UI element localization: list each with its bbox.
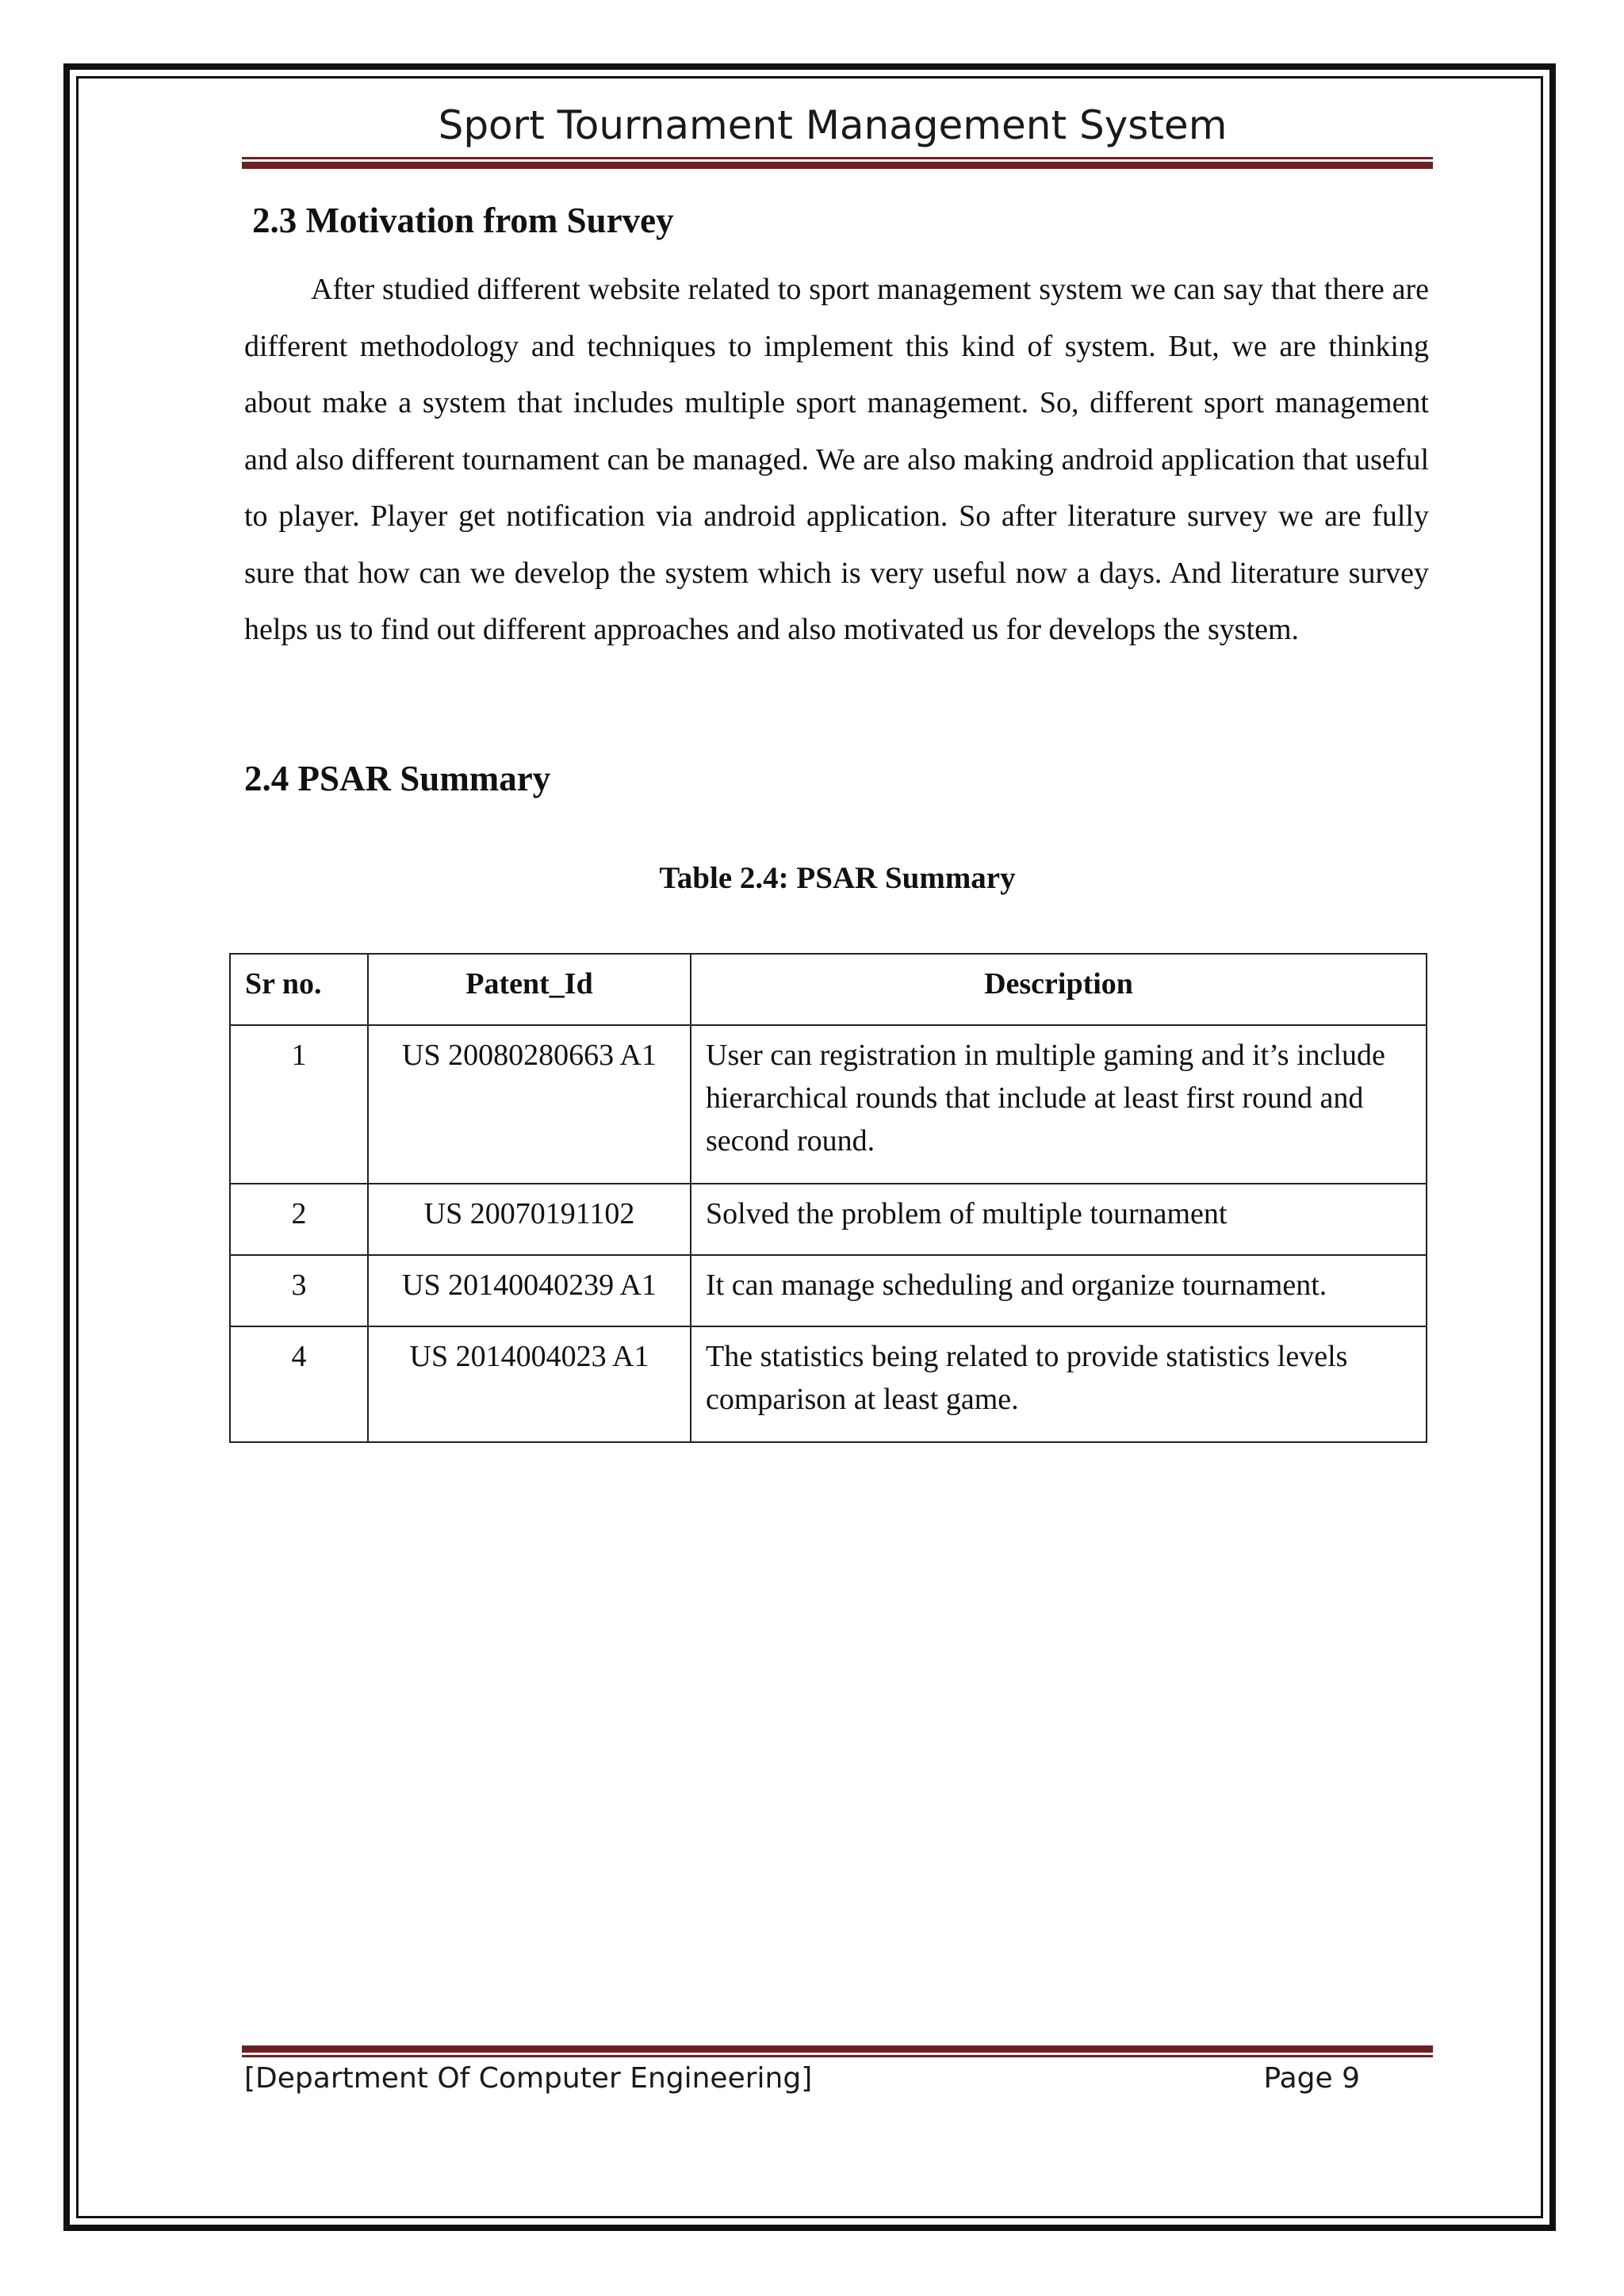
table-row <box>230 1025 1427 1184</box>
table-caption: Table 2.4: PSAR Summary <box>659 861 1016 895</box>
motivation-paragraph: After studied different website related to sport management system we can say that there are different methodology and techniques to implement this kind of system. But, we are thinking about make a system that includes multiple sport management. So, different sport management and also different tournament can be managed. We are also making android application that useful to player. Player get notification via android application. So after literature survey we are fully sure that how can we develop the system which is very useful now a days. And literature survey helps us to find out different approaches and also motivated us for develops the system. <box>244 273 1429 646</box>
cell-patent-id: US 2014004023 A1 <box>368 1326 691 1442</box>
cell-description: It can manage scheduling and organize tournament. <box>691 1255 1427 1326</box>
cell-sr-no: 2 <box>230 1184 368 1255</box>
table-row <box>230 1255 1427 1326</box>
table-header-row <box>230 954 1427 1025</box>
cell-patent-id: US 20140040239 A1 <box>368 1255 691 1326</box>
document-header-title: Sport Tournament Management System <box>438 102 1228 148</box>
header-sr-no: Sr no. <box>230 954 368 1025</box>
footer-department: [Department Of Computer Engineering] <box>244 2062 813 2095</box>
section-heading-2-3: 2.3 Motivation from Survey <box>252 201 674 240</box>
table-row <box>230 1326 1427 1442</box>
cell-description: The statistics being related to provide statistics levels comparison at least game. <box>691 1326 1427 1442</box>
cell-description: Solved the problem of multiple tournament <box>691 1184 1427 1255</box>
cell-patent-id: US 20070191102 <box>368 1184 691 1255</box>
header-rule <box>242 157 1433 169</box>
footer-rule <box>242 2045 1433 2057</box>
section-heading-2-4: 2.4 PSAR Summary <box>244 759 551 798</box>
header-description: Description <box>691 954 1427 1025</box>
cell-description: User can registration in multiple gaming and it’s include hierarchical rounds that include at least first round and second round. <box>691 1025 1427 1184</box>
cell-patent-id: US 20080280663 A1 <box>368 1025 691 1184</box>
cell-sr-no: 4 <box>230 1326 368 1442</box>
cell-sr-no: 1 <box>230 1025 368 1184</box>
cell-sr-no: 3 <box>230 1255 368 1326</box>
table-row <box>230 1184 1427 1255</box>
footer-page-number: Page 9 <box>1263 2062 1360 2095</box>
psar-summary-table <box>229 953 1427 1443</box>
header-patent-id: Patent_Id <box>368 954 691 1025</box>
